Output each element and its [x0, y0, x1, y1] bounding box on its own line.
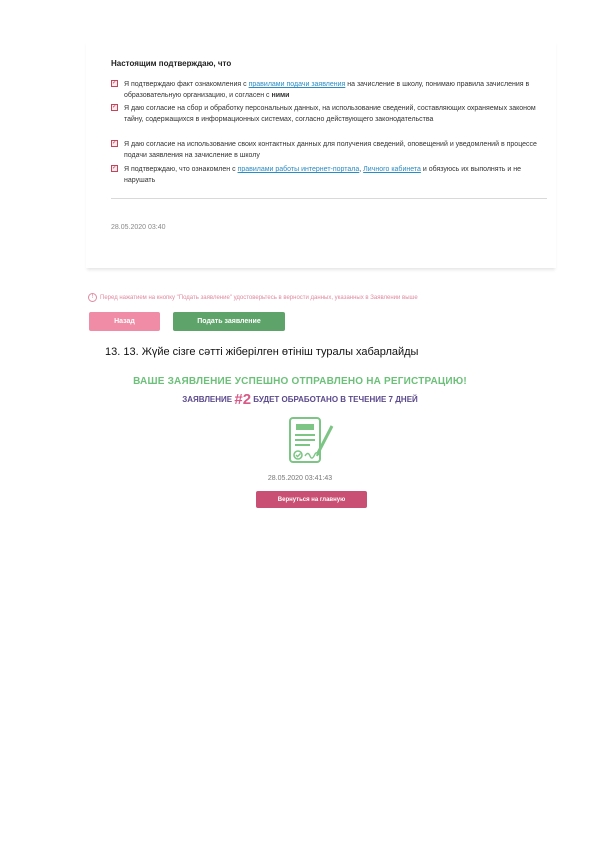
form-date: 28.05.2020 03:40 — [111, 224, 166, 231]
document-signed-icon — [284, 414, 338, 470]
checkbox-checked-icon[interactable]: ✓ — [112, 165, 118, 171]
rules-link[interactable]: правилами подачи заявления — [248, 81, 346, 88]
return-home-button[interactable]: Вернуться на главную — [256, 491, 367, 508]
checkbox-checked-icon[interactable]: ✓ — [112, 80, 118, 86]
submit-application-button[interactable]: Подать заявление — [173, 312, 285, 331]
success-title: ВАШЕ ЗАЯВЛЕНИЕ УСПЕШНО ОТПРАВЛЕНО НА РЕГИСТРАЦИЮ! — [133, 376, 467, 387]
processing-notice: ЗАЯВЛЕНИЕ #2 БУДЕТ ОБРАБОТАНО В ТЕЧЕНИЕ 7 ДНЕЙ — [182, 391, 418, 408]
info-icon: ! — [88, 293, 97, 302]
personal-cabinet-link[interactable]: Личного кабинета — [363, 166, 421, 173]
step-caption: 13. 13. Жүйе сізге сәтті жіберілген өтініш туралы хабарлайды — [105, 346, 419, 358]
portal-rules-link[interactable]: правилами работы интернет-портала — [237, 166, 360, 173]
submission-datetime: 28.05.2020 03:41:43 — [267, 475, 333, 482]
confirmation-title: Настоящим подтверждаю, что — [111, 59, 232, 68]
consent-rules[interactable] — [111, 79, 541, 101]
consent-contacts-text: Я даю согласие на использование своих контактных данных для получения сведений, оповещений и уведомлений в процессе подачи заявления на зачисление в школу — [124, 141, 537, 159]
consent-portal-rules[interactable] — [111, 164, 541, 186]
consent-rules-text: Я подтверждаю факт ознакомления с правилами подачи заявления на зачисление в школу, понимаю правила зачисления в образовательную организацию, и согласен с ними — [124, 81, 530, 99]
checkbox-checked-icon[interactable]: ✓ — [112, 140, 118, 146]
consent-personal-data[interactable] — [111, 103, 541, 125]
consent-portal-rules-text: Я подтверждаю, что ознакомлен с правилами работы интернет-портала, Личного кабинета и обязуюсь их выполнять и не нарушать — [124, 166, 522, 184]
divider — [111, 198, 547, 199]
warning-message — [88, 293, 418, 302]
consent-personal-data-text: Я даю согласие на сбор и обработку персональных данных, на использование сведений, составляющих охраняемых законом тайну, содержащихся в информационных системах, согласно действующего законодательства — [124, 105, 536, 123]
warning-text: Перед нажатием на кнопку "Подать заявление" удостоверьтесь в верности данных, указанных в Заявлении выше — [100, 294, 418, 301]
consent-contacts[interactable] — [111, 139, 541, 161]
application-number: #2 — [234, 391, 252, 408]
checkbox-checked-icon[interactable]: ✓ — [112, 104, 118, 110]
back-button[interactable]: Назад — [89, 312, 160, 331]
